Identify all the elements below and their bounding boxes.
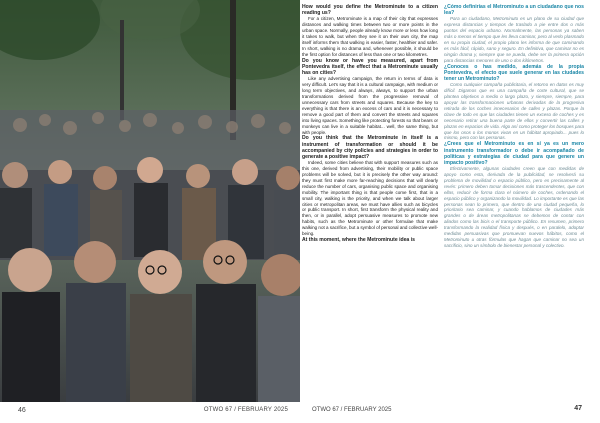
en-answer-2: Like any advertising campaign, the return in terms of data is very difficult. Let's say that it is a cultural campaign, with medium or long term objectives, and always, always, to support the urban transformations derived from the progressive removal of unnecessary cars from streets and squares. Because the key to everything is that there is an excess of cars and it is necessary to remove a good part of them and convert the streets and squares into living spaces. Something like protecting forests so that bears or monkeys can live in a suitable habitat... well, the same thing, but with people. xyxy=(302,76,438,135)
en-answer-1: For a citizen, Metrominute is a map of their city that expresses distances and walking times between two or more points in the urban space. Normally, people already know more or less how long it takes to walk, but when they see it on their own city, the map itself informs them that walking is easier, faster, healthier and safer. In short, walking is no drama and, whenever possible, it should be the first option for distances of less than one or two kilometres. xyxy=(302,16,438,57)
crowd-illustration xyxy=(0,0,300,402)
es-question-1: ¿Cómo definirías el Metrominuto a un ciudadano que nos lea? xyxy=(444,4,584,17)
en-question-2: Do you know or have you measured, apart from Pontevedra itself, the effect that a Metrominute usually has on cities? xyxy=(302,57,438,77)
right-magazine-footer: OTWO 67 / FEBRUARY 2025 xyxy=(312,407,392,413)
spanish-column xyxy=(444,4,584,400)
en-question-4: At this moment, where the Metrominute idea is xyxy=(302,237,415,244)
english-column xyxy=(302,4,438,400)
es-answer-1: Para un ciudadano, Metrominuto es un plano de su ciudad que expresa distancias y tiempos de traslado a pie entre dos o más puntos del espacio urbano. Normalmente, las personas ya saben más o menos el tiempo que les lleva caminar, pero al verlo plasmado en su propia ciudad, el propio plano les informa de que caminando es más fácil, rápido, sano y seguro. En definitiva, que caminar no es ningún drama y, siempre que se pueda, debe ser la primera opción para distancias menores de uno o dos kilómetros. xyxy=(444,16,584,63)
en-answer-3: Indeed, some cities believe that with support measures such as this one, derived from advertising, their mobility or public space problems will be solved, but it is precisely the other way around: they must first make more far-reaching decisions that will clearly reduce the number of cars, organising public space and organising mobility. The important thing is that people come first, that in a small city, walking is the priority, and when we talk about larger cities or metropolitan areas, we must have allies such as bicycles or public transport. In short, first transform the physical reality and then, or in parallel, adopt persuasive measures to promote new habits, such as the Metrominute or other formulae that make walking not a sacrifice, but a symbol of personal and collective well-being. xyxy=(302,160,438,237)
es-question-3: ¿Crees que el Metrominuto es en sí ya es un mero instrumento transformador o debe ir acompañado de políticas y estrategias de ciudad para que genere un impacto positivo? xyxy=(444,141,584,166)
es-answer-2: Como cualquier campaña publicitaria, el retorno en datos es muy difícil. Digamos que es una campaña de corte cultural, que se plantea objetivos a medio o largo plazo, y siempre, siempre, para apoyar las transformaciones urbanas derivadas de la progresiva retirada de los coches innecesarios de calles y plazas. Porque la clave de todo es que las ciudades tienen un exceso de coches y es necesario retirar una buena parte de ellos y convertir las calles y plazas en espacios de vida. Algo así como proteger los bosques para que los osos o los monos vivan en un hábitat apropiado... pues lo mismo, pero con las personas. xyxy=(444,82,584,141)
es-question-2: ¿Conoces o has medido, además de la propia Pontevedra, el efecto que suele generar en las ciudades tener un Metrominuto? xyxy=(444,63,584,83)
left-magazine-footer: OTWO 67 / FEBRUARY 2025 xyxy=(203,407,288,413)
crowd-street-photo xyxy=(0,0,300,402)
es-answer-3: Efectivamente, algunas ciudades creen que con medidas de apoyo como esta, derivada de la publicidad, se resolverá su problema de movilidad o espacio público, pero es precisamente al revés: primero deben tomar decisiones más trascendentes, que con ellas, reducir de forma clara el número de coches, ordenando el espacio público y organizando la movilidad. Lo importante es que las personas sean lo primero, que dentro de una ciudad pequeña, lo prioritario sea caminar, y cuando hablamos de ciudades más grandes o de áreas metropolitanas se debemos de contar con aliados como las bicis o el transporte público. En resumen, primero transformando la realidad física y después, o en paralelo, adoptar medidas persuasivas que promuevan nuevos hábitos, como el Metrominuto u otras fórmulas que hagan que caminar no sea un sacrificio, sino un símbolo de bienestar personal y colectivo. xyxy=(444,166,584,248)
right-page-number: 47 xyxy=(574,405,582,412)
left-page-number: 46 xyxy=(18,407,26,414)
left-page-footer xyxy=(0,402,300,423)
en-question-3: Do you think that the Metrominute in itself is a instrument of transformation or should it be accompanied by city policies and strategies in order to generate a positive impact? xyxy=(302,135,438,161)
en-question-1: How would you define the Metrominute to a citizen reading us? xyxy=(302,4,438,17)
